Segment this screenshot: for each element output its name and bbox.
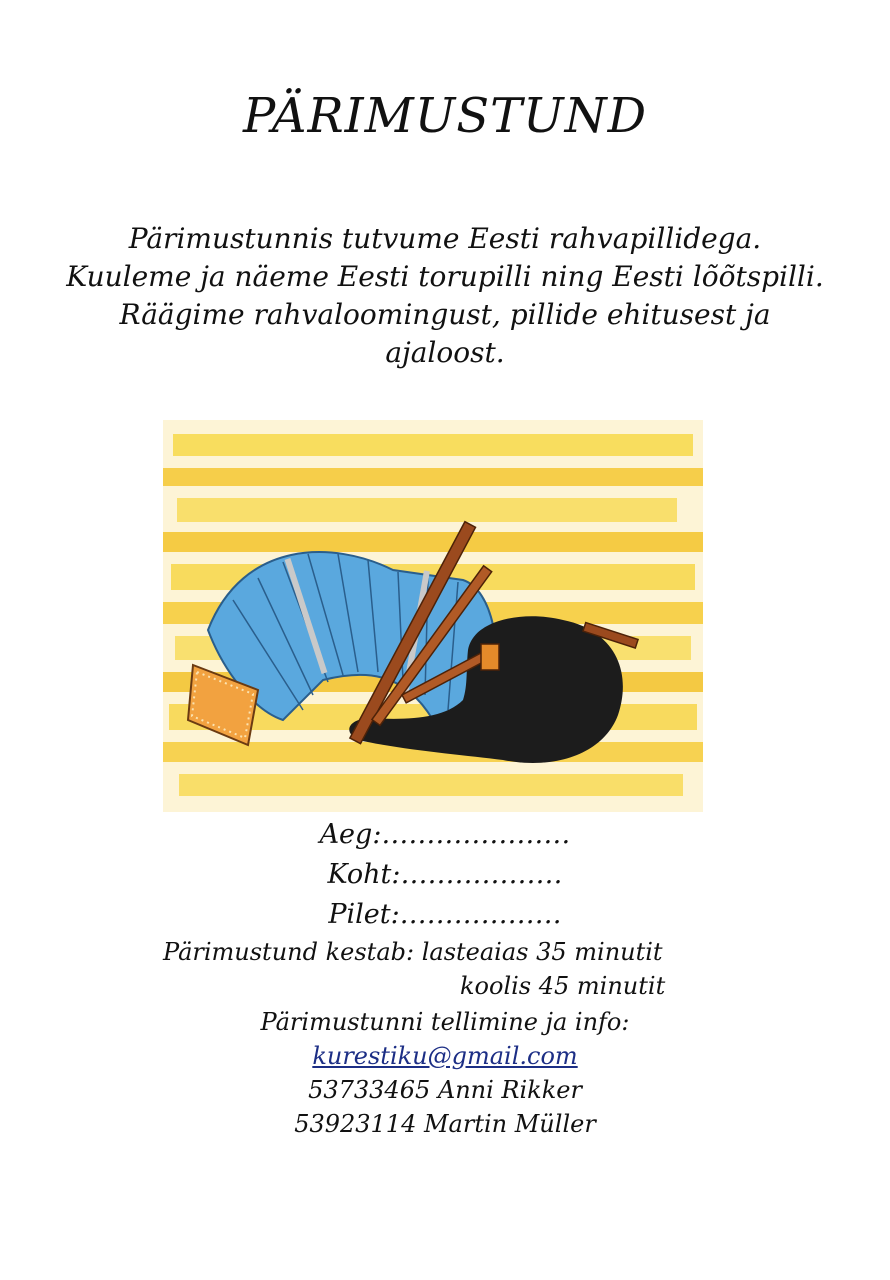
time-field: Aeg:…………………	[319, 819, 571, 850]
instruments-illustration	[163, 420, 703, 812]
email-link[interactable]: kurestiku@gmail.com	[312, 1042, 578, 1070]
intro-text	[60, 220, 830, 372]
duration-info	[0, 935, 890, 1003]
contact-line: 53923114 Martin Müller	[294, 1110, 596, 1138]
intro-line: Pärimustunnis tutvume Eesti rahvapillidega.	[128, 222, 762, 255]
order-label: Pärimustunni tellimine ja info:	[260, 1008, 630, 1036]
contact-line: 53733465 Anni Rikker	[308, 1076, 582, 1104]
intro-line: Räägime rahvaloomingust, pillide ehitusest ja ajaloost.	[119, 298, 771, 369]
page-title: PÄRIMUSTUND	[242, 88, 648, 144]
duration-line: koolis 45 minutit	[460, 972, 666, 1000]
ticket-field: Pilet:………………	[328, 899, 562, 930]
duration-line: Pärimustund kestab: lasteaias 35 minutit	[163, 938, 663, 966]
event-info	[0, 815, 890, 1141]
place-field: Koht:………………	[327, 859, 563, 890]
intro-line: Kuuleme ja näeme Eesti torupilli ning Eesti lõõtspilli.	[66, 260, 824, 293]
